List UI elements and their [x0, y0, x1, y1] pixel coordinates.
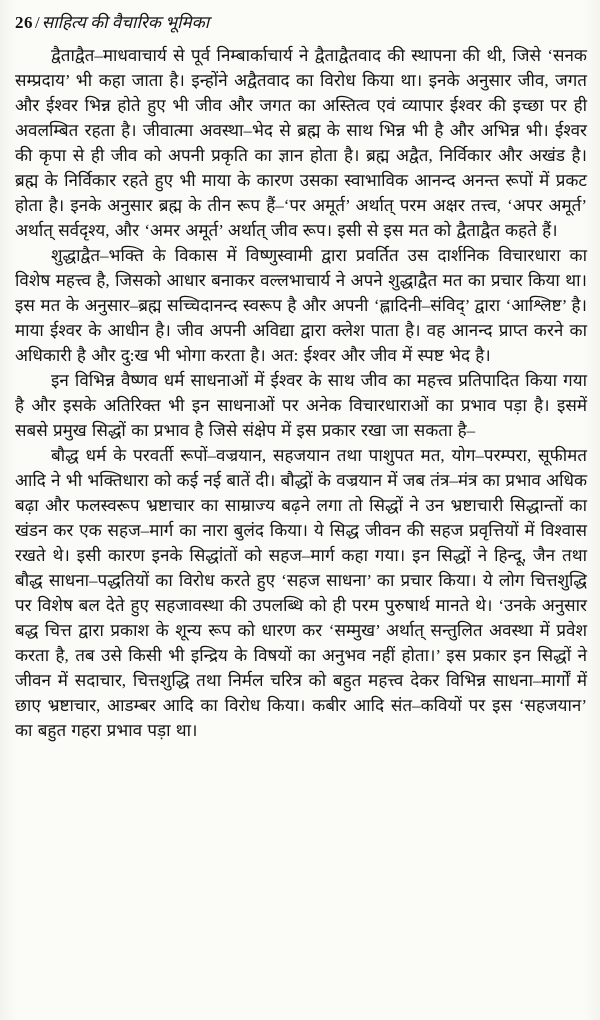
page-body — [15, 43, 587, 743]
paragraph-dvaitadvait: द्वैताद्वैत–माधवाचार्य से पूर्व निम्बार्काचार्य ने द्वैताद्वैतवाद की स्थापना की थी, जिसे ‘सनक सम्प्रदाय’ भी कहा जाता है। इन्होंने अद्वैतवाद का विरोध किया था। इनके अनुसार जीव, जगत और ईश्वर भिन्न होते हुए भी जीव और जगत का अस्तित्व एवं व्यापार ईश्वर की इच्छा पर ही अवलम्बित रहता है। जीवात्मा अवस्था–भेद से ब्रह्म के साथ भिन्न भी है और अभिन्न भी। ईश्वर की कृपा से ही जीव को अपनी प्रकृति का ज्ञान होता है। ब्रह्म अद्वैत, निर्विकार और अखंड है। ब्रह्म के निर्विकार रहते हुए भी माया के कारण उसका स्वाभाविक आनन्द अनन्त रूपों में प्रकट होता है। इनके अनुसार ब्रह्म के तीन रूप हैं–‘पर अमूर्त’ अर्थात् परम अक्षर तत्त्व, ‘अपर अमूर्त’ अर्थात् सर्वदृश्य, और ‘अमर अमूर्त’ अर्थात् जीव रूप। इसी से इस मत को द्वैताद्वैत कहते हैं। — [15, 46, 587, 240]
paragraph-vaishnav-sadhna: इन विभिन्न वैष्णव धर्म साधनाओं में ईश्वर के साथ जीव का महत्त्व प्रतिपादित किया गया है और इसके अतिरिक्त भी इन साधनाओं पर अनेक विचारधाराओं का प्रभाव पड़ा है। इसमें सबसे प्रमुख सिद्धों का प्रभाव है जिसे संक्षेप में इस प्रकार रखा जा सकता है– — [15, 371, 587, 440]
page-number: 26 — [15, 13, 33, 32]
paragraph-shuddhadvait: शुद्धाद्वैत–भक्ति के विकास में विष्णुस्वामी द्वारा प्रवर्तित उस दार्शनिक विचारधारा का विशेष महत्त्व है, जिसको आधार बनाकर वल्लभाचार्य ने अपने शुद्धाद्वैत मत का प्रचार किया था। इस मत के अनुसार–ब्रह्म सच्चिदानन्द स्वरूप है और अपनी ‘ह्लादिनी–संविद्’ द्वारा ‘आश्लिष्ट’ है। माया ईश्वर के आधीन है। जीव अपनी अविद्या द्वारा क्लेश पाता है। वह आनन्द प्राप्त करने का अधिकारी है और दु:ख भी भोगा करता है। अत: ईश्वर और जीव में स्पष्ट भेद है। — [15, 246, 587, 365]
book-title: साहित्य की वैचारिक भूमिका — [41, 13, 210, 32]
header-separator: / — [35, 13, 40, 32]
page-header — [15, 12, 587, 34]
paragraph-bauddh-dharm-siddh: बौद्ध धर्म के परवर्ती रूपों–वज्रयान, सहजयान तथा पाशुपत मत, योग–परम्परा, सूफीमत आदि ने भी भक्तिधारा को कई नई बातें दी। बौद्धों के वज्रयान में जब तंत्र–मंत्र का प्रभाव अधिक बढ़ा और फलस्वरूप भ्रष्टाचार का साम्राज्य बढ़ने लगा तो सिद्धों ने उन भ्रष्टाचारी सिद्धान्तों का खंडन कर एक सहज–मार्ग का नारा बुलंद किया। ये सिद्ध जीवन की सहज प्रवृत्तियों में विश्वास रखते थे। इसी कारण इनके सिद्धांतों को सहज–मार्ग कहा गया। इन सिद्धों ने हिन्दू, जैन तथा बौद्ध साधना–पद्धतियों का विरोध करते हुए ‘सहज साधना’ का प्रचार किया। ये लोग चित्तशुद्धि पर विशेष बल देते हुए सहजावस्था की उपलब्धि को ही परम पुरुषार्थ मानते थे। ‘उनके अनुसार बद्ध चित्त द्वारा प्रकाश के शून्य रूप को धारण कर ‘सम्मुख’ अर्थात् सन्तुलित अवस्था में प्रवेश करता है, तब उसे किसी भी इन्द्रिय के विषयों का अनुभव नहीं होता।’ इस प्रकार इन सिद्धों ने जीवन में सदाचार, चित्तशुद्धि तथा निर्मल चरित्र को बहुत महत्त्व देकर विभिन्न साधना–मार्गों में छाए भ्रष्टाचार, आडम्बर आदि का विरोध किया। कबीर आदि संत–कवियों पर इस ‘सहजयान’ का बहुत गहरा प्रभाव पड़ा था। — [15, 446, 587, 740]
